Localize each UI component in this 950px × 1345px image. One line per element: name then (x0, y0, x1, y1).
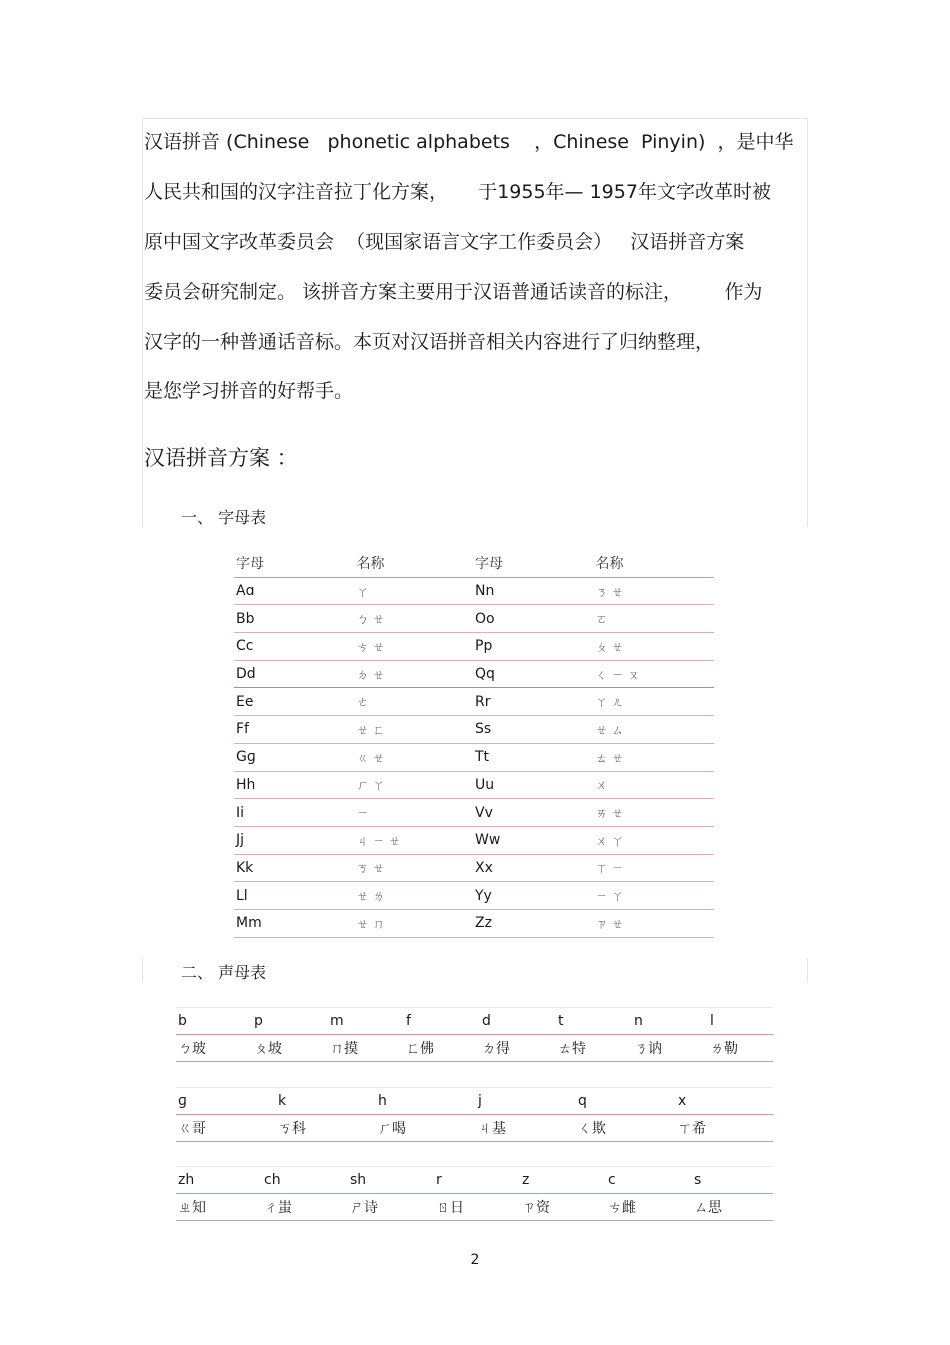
name-cell: ㄒㄧ (594, 854, 714, 882)
letter-cell: Jj (234, 826, 355, 854)
name-cell: ㄝㄇ (355, 909, 473, 937)
initial-letter: d (480, 1008, 556, 1035)
initial-example: ㄆ坡 (252, 1035, 328, 1062)
letter-cell: Vv (473, 799, 594, 827)
initial-letter: ɡ (176, 1088, 276, 1115)
initial-letter: x (676, 1088, 773, 1115)
name-cell: ㄗㄝ (594, 909, 714, 937)
letter-cell: Ii (234, 799, 355, 827)
letter-cell: Yy (473, 882, 594, 910)
initials-letter-row (176, 1167, 773, 1194)
letter-cell: Qq (473, 660, 594, 688)
initials-table-3 (176, 1166, 773, 1221)
letter-cell: Tt (473, 743, 594, 771)
letter-cell: Oo (473, 605, 594, 633)
initial-example: ㄋ讷 (632, 1035, 708, 1062)
letter-cell: Kk (234, 854, 355, 882)
letter-cell: Uu (473, 771, 594, 799)
initial-example: ㄕ诗 (348, 1194, 434, 1221)
letter-cell: Ff (234, 716, 355, 744)
table-row (234, 826, 714, 854)
letter-cell: Ll (234, 882, 355, 910)
initials-example-row (176, 1035, 773, 1062)
paragraph-line: 原中国文字改革委员会 （现国家语言文字工作委员会） 汉语拼音方案 (144, 231, 745, 253)
name-cell: ㄆㄝ (594, 633, 714, 661)
name-cell: ㄎㄝ (355, 854, 473, 882)
initial-example: ㄖ日 (434, 1194, 520, 1221)
name-cell: ㄜ (355, 688, 473, 716)
initial-example: ㄇ摸 (328, 1035, 404, 1062)
name-cell: ㄝㄌ (355, 882, 473, 910)
initial-letter: f (404, 1008, 480, 1035)
initial-example: ㄊ特 (556, 1035, 632, 1062)
paragraph-line: 是您学习拼音的好帮手。 (144, 380, 354, 402)
initial-example: ㄑ欺 (576, 1115, 676, 1142)
letter-cell: Gɡ (234, 743, 355, 771)
table-row (234, 660, 714, 688)
name-cell: ㄊㄝ (594, 743, 714, 771)
name-cell: ㄨ (594, 771, 714, 799)
header-cell: 字母 (234, 550, 355, 577)
name-cell: ㄧㄚ (594, 882, 714, 910)
paragraph-line: 汉字的一种普通话音标。本页对汉语拼音相关内容进行了归纳整理， (144, 331, 715, 353)
initial-letter: c (606, 1167, 692, 1194)
table-row (234, 743, 714, 771)
letter-cell: Cc (234, 633, 355, 661)
initials-example-row (176, 1194, 773, 1221)
initial-example: ㄐ基 (476, 1115, 576, 1142)
initial-example: ㄌ勒 (708, 1035, 773, 1062)
name-cell: ㄧ (355, 799, 473, 827)
letter-cell: Rr (473, 688, 594, 716)
initials-letter-row (176, 1088, 773, 1115)
letter-cell: Ww (473, 826, 594, 854)
table-row (234, 854, 714, 882)
name-cell: ㄨㄚ (594, 826, 714, 854)
letter-cell: Hh (234, 771, 355, 799)
initial-letter: b (176, 1008, 252, 1035)
name-cell: ㄑㄧㄡ (594, 660, 714, 688)
table-header-row (234, 550, 714, 577)
name-cell: ㄘㄝ (355, 633, 473, 661)
initial-example: ㄓ知 (176, 1194, 262, 1221)
letter-cell: Aɑ (234, 577, 355, 605)
initial-letter: s (692, 1167, 773, 1194)
initial-example: ㄅ玻 (176, 1035, 252, 1062)
initial-letter: h (376, 1088, 476, 1115)
table-row (234, 605, 714, 633)
initials-letter-row (176, 1008, 773, 1035)
letter-cell: Nn (473, 577, 594, 605)
name-cell: ㄍㄝ (355, 743, 473, 771)
letter-cell: Pp (473, 633, 594, 661)
initials-table-2 (176, 1087, 773, 1142)
initials-table-1 (176, 1007, 773, 1062)
initial-letter: zh (176, 1167, 262, 1194)
initial-letter: j (476, 1088, 576, 1115)
letter-cell: Ss (473, 716, 594, 744)
initial-letter: t (556, 1008, 632, 1035)
name-cell: ㄝㄙ (594, 716, 714, 744)
section-heading: 汉语拼音方案 ： (144, 446, 298, 470)
table-row (234, 882, 714, 910)
initial-example: ㄙ思 (692, 1194, 773, 1221)
letter-cell: Zz (473, 909, 594, 937)
letter-cell: Mm (234, 909, 355, 937)
initial-example: ㄒ希 (676, 1115, 773, 1142)
initial-letter: ch (262, 1167, 348, 1194)
alphabet-title: 一、 字母表 (181, 508, 267, 527)
initial-letter: l (708, 1008, 773, 1035)
table-row (234, 909, 714, 937)
name-cell: ㄅㄝ (355, 605, 473, 633)
table-row (234, 799, 714, 827)
initial-letter: sh (348, 1167, 434, 1194)
alphabet-table (234, 550, 714, 938)
name-cell: ㄚ (355, 577, 473, 605)
initial-example: ㄍ哥 (176, 1115, 276, 1142)
name-cell: ㄞㄝ (594, 799, 714, 827)
initial-letter: k (276, 1088, 376, 1115)
header-cell: 名称 (355, 550, 473, 577)
initials-example-row (176, 1115, 773, 1142)
header-cell: 名称 (594, 550, 714, 577)
table-row (234, 716, 714, 744)
name-cell: ㄚㄦ (594, 688, 714, 716)
name-cell: ㄉㄝ (355, 660, 473, 688)
name-cell: ㄋㄝ (594, 577, 714, 605)
name-cell: ㄐㄧㄝ (355, 826, 473, 854)
paragraph-line: 人民共和国的汉字注音拉丁化方案， 于1955年— 1957年文字改革时被 (144, 181, 771, 203)
table-row (234, 577, 714, 605)
page-number: 2 (470, 1252, 480, 1268)
initials-title: 二、 声母表 (181, 963, 267, 982)
initial-letter: m (328, 1008, 404, 1035)
initial-letter: r (434, 1167, 520, 1194)
header-cell: 字母 (473, 550, 594, 577)
initial-example: ㄎ科 (276, 1115, 376, 1142)
initial-letter: n (632, 1008, 708, 1035)
letter-cell: Bb (234, 605, 355, 633)
table-row (234, 633, 714, 661)
initial-example: ㄗ资 (520, 1194, 606, 1221)
initial-letter: p (252, 1008, 328, 1035)
initial-example: ㄏ喝 (376, 1115, 476, 1142)
name-cell: ㄏㄚ (355, 771, 473, 799)
letter-cell: Ee (234, 688, 355, 716)
initial-example: ㄉ得 (480, 1035, 556, 1062)
initial-example: ㄈ佛 (404, 1035, 480, 1062)
name-cell: ㄝㄈ (355, 716, 473, 744)
initial-example: ㄘ雌 (606, 1194, 692, 1221)
paragraph-line: 委员会研究制定。 该拼音方案主要用于汉语普通话读音的标注， 作为 (144, 281, 763, 303)
name-cell: ㄛ (594, 605, 714, 633)
initial-example: ㄔ蚩 (262, 1194, 348, 1221)
paragraph-line: 汉语拼音 (Chinese phonetic alphabets ，Chinese Pinyin) ，是中华 (144, 131, 794, 153)
initial-letter: z (520, 1167, 606, 1194)
table-row (234, 771, 714, 799)
letter-cell: Dd (234, 660, 355, 688)
initial-letter: q (576, 1088, 676, 1115)
table-row (234, 688, 714, 716)
letter-cell: Xx (473, 854, 594, 882)
